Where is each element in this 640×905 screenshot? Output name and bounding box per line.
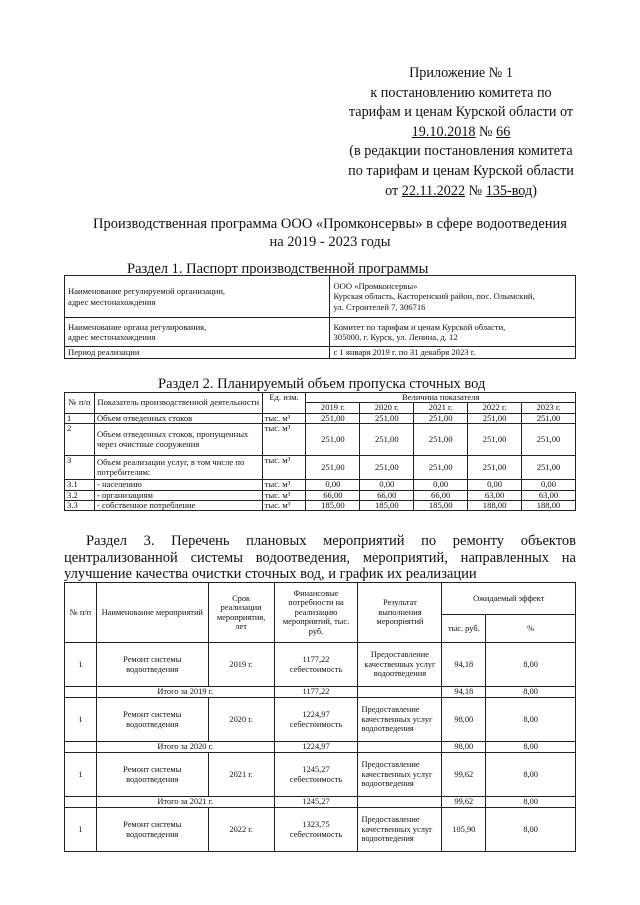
header-year: 2019 г. xyxy=(306,403,360,413)
row-value: 251,00 xyxy=(468,424,522,456)
cell-text: Наименование органа регулирования, xyxy=(68,321,207,332)
total-rub: 98,00 xyxy=(442,742,486,753)
header-value: Величина показателя xyxy=(306,393,576,403)
row-effect-rub: 98,00 xyxy=(442,698,486,742)
cell-text: 305000, г. Курск, ул. Ленина, д. 12 xyxy=(333,332,458,342)
number-sign: № xyxy=(479,123,493,140)
row-value: 0,00 xyxy=(468,480,522,490)
document-title xyxy=(60,215,600,251)
table-row xyxy=(65,808,576,852)
total-empty xyxy=(65,797,97,808)
row-effect-pct: 8,00 xyxy=(486,808,576,852)
measures-table xyxy=(64,582,576,852)
finance-value: 1224,97 xyxy=(302,710,330,720)
cell-text: ООО «Промконсервы» xyxy=(333,280,418,291)
header-num: № п/п xyxy=(65,583,97,643)
closing-paren: ) xyxy=(532,182,537,199)
finance-note: себестоимость xyxy=(289,664,343,674)
total-label: Итого за 2021 г. xyxy=(96,797,274,808)
cell-text: Наименование регулируемой организации, xyxy=(68,286,226,296)
total-rub: 99,62 xyxy=(442,797,486,808)
header-year: 2020 г. xyxy=(360,403,414,413)
row-value: 251,00 xyxy=(360,413,414,423)
row-year: 2022 г. xyxy=(208,808,274,852)
row-name: - организациям xyxy=(94,490,262,500)
table-row xyxy=(65,490,576,500)
table-row xyxy=(65,753,576,797)
table-cell xyxy=(65,318,330,347)
row-result: Предоставление качественных услуг водоотведения xyxy=(358,808,442,852)
row-name: Объем реализации услуг, в том числе по потребителям: xyxy=(94,456,262,480)
table-row xyxy=(65,424,576,456)
row-value: 185,00 xyxy=(306,501,360,511)
number-sign: № xyxy=(468,182,483,199)
row-effect-rub: 94,18 xyxy=(442,643,486,687)
header-term: Срок реализации мероприятия, лет xyxy=(208,583,274,643)
title-line: Производственная программа ООО «Промконсервы» в сфере водоотведения xyxy=(93,216,567,232)
section3-title xyxy=(64,533,576,583)
row-effect-rub: 99,62 xyxy=(442,753,486,797)
table-row xyxy=(65,501,576,511)
title-line: на 2019 - 2023 годы xyxy=(269,234,391,250)
cell-text: Курская область, Касторенский район, пос. Олымский, xyxy=(333,291,535,302)
table-cell: Период реализации xyxy=(65,347,330,359)
row-finance xyxy=(274,808,358,852)
row-value: 185,00 xyxy=(360,501,414,511)
row-value: 251,00 xyxy=(306,456,360,480)
appendix-line: тарифам и ценам Курской области от xyxy=(348,104,574,121)
row-num: 1 xyxy=(65,698,97,742)
total-row xyxy=(65,742,576,753)
row-name: Ремонт системы водоотведения xyxy=(96,643,208,687)
row-value: 188,00 xyxy=(468,501,522,511)
finance-value: 1177,22 xyxy=(302,655,330,665)
finance-value: 1323,75 xyxy=(302,820,330,830)
decree-date: 19.10.2018 xyxy=(411,123,476,140)
header-year: 2023 г. xyxy=(522,403,576,413)
row-result: Предоставление качественных услуг водоотведения xyxy=(358,753,442,797)
total-pct: 8,00 xyxy=(486,797,576,808)
finance-note: себестоимость xyxy=(289,774,343,784)
finance-value: 1245,27 xyxy=(302,765,330,775)
table-row xyxy=(65,698,576,742)
total-empty xyxy=(358,797,442,808)
row-name: Объем отведенных стоков, пропущенных через очистные сооружения xyxy=(94,424,262,456)
total-row xyxy=(65,797,576,808)
volume-table xyxy=(64,392,576,511)
revision-number: 135-вод xyxy=(485,182,533,199)
row-value: 63,00 xyxy=(522,490,576,500)
total-finance: 1245,27 xyxy=(274,797,358,808)
table-row xyxy=(65,347,576,359)
row-unit: тыс. м³ xyxy=(262,501,306,511)
row-value: 0,00 xyxy=(360,480,414,490)
section1-title: Раздел 1. Паспорт производственной программы xyxy=(127,261,429,277)
row-value: 66,00 xyxy=(306,490,360,500)
row-finance xyxy=(274,753,358,797)
section3-title-line: улучшение качества очистки сточных вод, и график их реализации xyxy=(64,566,477,582)
total-row xyxy=(65,687,576,698)
header-finance: Финансовые потребности на реализацию мероприятий, тыс. руб. xyxy=(274,583,358,643)
row-value: 251,00 xyxy=(360,424,414,456)
row-value: 185,00 xyxy=(414,501,468,511)
row-effect-rub: 105,90 xyxy=(442,808,486,852)
row-value: 0,00 xyxy=(306,480,360,490)
total-finance: 1177,22 xyxy=(274,687,358,698)
row-value: 251,00 xyxy=(414,456,468,480)
table-row xyxy=(65,413,576,423)
revision-date: 22.11.2022 xyxy=(401,182,466,199)
total-label: Итого за 2020 г. xyxy=(96,742,274,753)
row-num: 3.3 xyxy=(65,501,95,511)
row-effect-pct: 8,00 xyxy=(486,698,576,742)
row-unit: тыс. м³ xyxy=(262,456,306,480)
row-value: 251,00 xyxy=(522,456,576,480)
header-name: Наименование мероприятий xyxy=(96,583,208,643)
section2-title: Раздел 2. Планируемый объем пропуска сточных вод xyxy=(158,376,486,392)
row-value: 251,00 xyxy=(414,424,468,456)
finance-note: себестоимость xyxy=(289,719,343,729)
table-header-row xyxy=(65,393,576,403)
header-num: № п/п xyxy=(65,393,95,414)
cell-text: Комитет по тарифам и ценам Курской области, xyxy=(333,321,506,332)
appendix-line: к постановлению комитета по xyxy=(370,84,552,101)
row-finance xyxy=(274,643,358,687)
row-num: 2 xyxy=(65,424,95,456)
appendix-line xyxy=(330,123,592,143)
appendix-line: (в редакции постановления комитета xyxy=(349,143,573,160)
row-num: 3 xyxy=(65,456,95,480)
row-name: Ремонт системы водоотведения xyxy=(96,698,208,742)
row-name: Ремонт системы водоотведения xyxy=(96,753,208,797)
header-year: 2021 г. xyxy=(414,403,468,413)
table-cell xyxy=(65,276,330,318)
row-value: 66,00 xyxy=(360,490,414,500)
row-value: 63,00 xyxy=(468,490,522,500)
header-indicator: Показатель производственной деятельности xyxy=(94,393,262,414)
row-name: - населению xyxy=(94,480,262,490)
row-value: 251,00 xyxy=(306,413,360,423)
header-unit: Ед. изм. xyxy=(262,393,306,414)
row-value: 251,00 xyxy=(360,456,414,480)
row-unit: тыс. м³ xyxy=(262,490,306,500)
row-name: - собственное потребление xyxy=(94,501,262,511)
appendix-line: по тарифам и ценам Курской области xyxy=(348,162,574,179)
row-value: 66,00 xyxy=(414,490,468,500)
row-num: 1 xyxy=(65,753,97,797)
row-value: 251,00 xyxy=(522,424,576,456)
row-unit: тыс. м³ xyxy=(262,480,306,490)
total-empty xyxy=(358,687,442,698)
row-num: 1 xyxy=(65,413,95,423)
row-num: 1 xyxy=(65,643,97,687)
row-num: 3.2 xyxy=(65,490,95,500)
total-empty xyxy=(65,687,97,698)
cell-text: адрес местонахождения xyxy=(68,296,156,307)
table-header-row xyxy=(65,583,576,615)
cell-text: ул. Строителей 7, 306716 xyxy=(333,301,426,312)
row-num: 3.1 xyxy=(65,480,95,490)
table-row xyxy=(65,643,576,687)
row-value: 251,00 xyxy=(522,413,576,423)
row-value: 251,00 xyxy=(468,456,522,480)
total-empty xyxy=(65,742,97,753)
table-cell xyxy=(330,318,576,347)
total-pct: 8,00 xyxy=(486,742,576,753)
total-finance: 1224,97 xyxy=(274,742,358,753)
row-year: 2020 г. xyxy=(208,698,274,742)
row-year: 2019 г. xyxy=(208,643,274,687)
row-unit: тыс. м³ xyxy=(262,413,306,423)
decree-number: 66 xyxy=(496,123,511,140)
row-result: Предоставление качественных услуг водоотведения xyxy=(358,643,442,687)
row-num: 1 xyxy=(65,808,97,852)
row-unit: тыс. м³ xyxy=(262,424,306,456)
row-year: 2021 г. xyxy=(208,753,274,797)
row-finance xyxy=(274,698,358,742)
row-value: 188,00 xyxy=(522,501,576,511)
section3-title-line: Раздел 3. Перечень плановых мероприятий по ремонту объектов xyxy=(86,533,576,549)
row-value: 0,00 xyxy=(414,480,468,490)
table-row xyxy=(65,480,576,490)
from-word: от xyxy=(385,182,399,199)
row-name: Объем отведенных стоков xyxy=(94,413,262,423)
appendix-line: Приложение № 1 xyxy=(409,65,513,81)
row-effect-pct: 8,00 xyxy=(486,643,576,687)
total-pct: 8,00 xyxy=(486,687,576,698)
section3-title-line: централизованной системы водоотведения, мероприятий, направленных на xyxy=(64,549,576,566)
table-cell: с 1 января 2019 г. по 31 декабря 2023 г. xyxy=(330,347,576,359)
header-effect-rub: тыс. руб. xyxy=(442,615,486,643)
row-result: Предоставление качественных услуг водоотведения xyxy=(358,698,442,742)
header-effect-pct: % xyxy=(486,615,576,643)
appendix-line xyxy=(330,182,592,202)
total-label: Итого за 2019 г. xyxy=(96,687,274,698)
row-name: Ремонт системы водоотведения xyxy=(96,808,208,852)
row-value: 251,00 xyxy=(468,413,522,423)
passport-table xyxy=(64,275,576,359)
table-row xyxy=(65,276,576,318)
table-row xyxy=(65,456,576,480)
table-row xyxy=(65,318,576,347)
finance-note: себестоимость xyxy=(289,829,343,839)
header-result: Результат выполнения мероприятий xyxy=(358,583,442,643)
cell-text: адрес местонахождения xyxy=(68,332,156,342)
header-effect: Ожидаемый эффект xyxy=(442,583,576,615)
row-value: 251,00 xyxy=(306,424,360,456)
row-value: 251,00 xyxy=(414,413,468,423)
total-empty xyxy=(358,742,442,753)
appendix-header xyxy=(330,64,592,201)
total-rub: 94,18 xyxy=(442,687,486,698)
row-value: 0,00 xyxy=(522,480,576,490)
header-year: 2022 г. xyxy=(468,403,522,413)
row-effect-pct: 8,00 xyxy=(486,753,576,797)
table-cell xyxy=(330,276,576,318)
